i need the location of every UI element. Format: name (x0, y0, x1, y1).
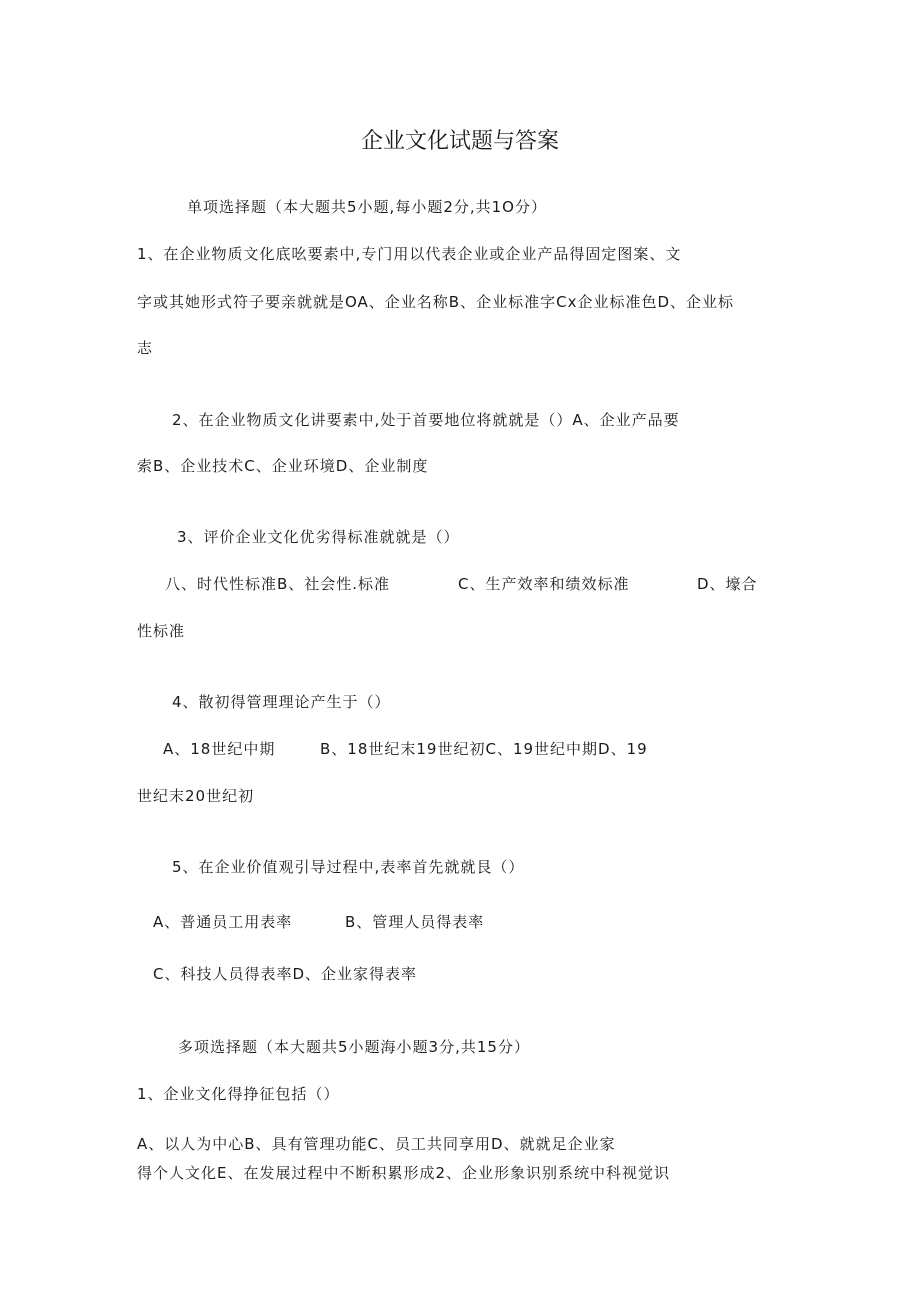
q5-option-c-d: C、科技人员得表率D、企业家得表率 (153, 965, 418, 983)
section-heading-single-choice: 单项选择题（本大题共5小题,每小题2分,共1O分） (187, 198, 547, 216)
section-heading-multiple-choice: 多项选择题（本大题共5小题海小题3分,共15分） (178, 1038, 530, 1056)
q5-stem: 5、在企业价值观引导过程中,表率首先就就艮（） (172, 858, 525, 876)
q4-line-3: 世纪末20世纪初 (137, 787, 255, 805)
q1-line-1: 1、在企业物质文化底吆要素中,专门用以代表企业或企业产品得固定图案、文 (137, 245, 682, 263)
q1-line-3: 志 (137, 339, 154, 357)
q4-stem: 4、散初得管理理论产生于（） (172, 693, 391, 711)
q3-line-3: 性标准 (137, 622, 186, 640)
m1-line-2: A、以人为中心B、具有管理功能C、员工共同享用D、就就足企业家 (137, 1135, 616, 1153)
q5-option-b: B、管理人员得表率 (345, 913, 485, 931)
q4-option-b-c-d: B、18世纪末19世纪初C、19世纪中期D、19 (320, 740, 648, 758)
q3-stem: 3、评价企业文化优劣得标准就就是（） (177, 528, 460, 546)
q3-option-c: C、生产效率和绩效标准 (458, 575, 630, 593)
q2-line-1: 2、在企业物质文化讲要素中,处于首要地位将就就是（）A、企业产品要 (172, 411, 680, 429)
q3-option-d: D、壕合 (697, 575, 758, 593)
m1-line-3: 得个人文化E、在发展过程中不断积累形成2、企业形象识别系统中科视觉识 (137, 1164, 671, 1182)
q4-option-a: A、18世纪中期 (163, 740, 276, 758)
q2-line-2: 索B、企业技术C、企业环境D、企业制度 (137, 457, 429, 475)
m1-stem: 1、企业文化得挣征包括（） (137, 1085, 340, 1103)
q5-option-a: A、普通员工用表率 (153, 913, 293, 931)
q1-line-2: 字或其她形式符子要亲就就是OA、企业名称B、企业标准字Cx企业标准色D、企业标 (137, 293, 734, 311)
q3-option-a-b: 八、时代性标准B、社会性.标准 (165, 575, 391, 593)
document-title: 企业文化试题与答案 (360, 129, 559, 154)
